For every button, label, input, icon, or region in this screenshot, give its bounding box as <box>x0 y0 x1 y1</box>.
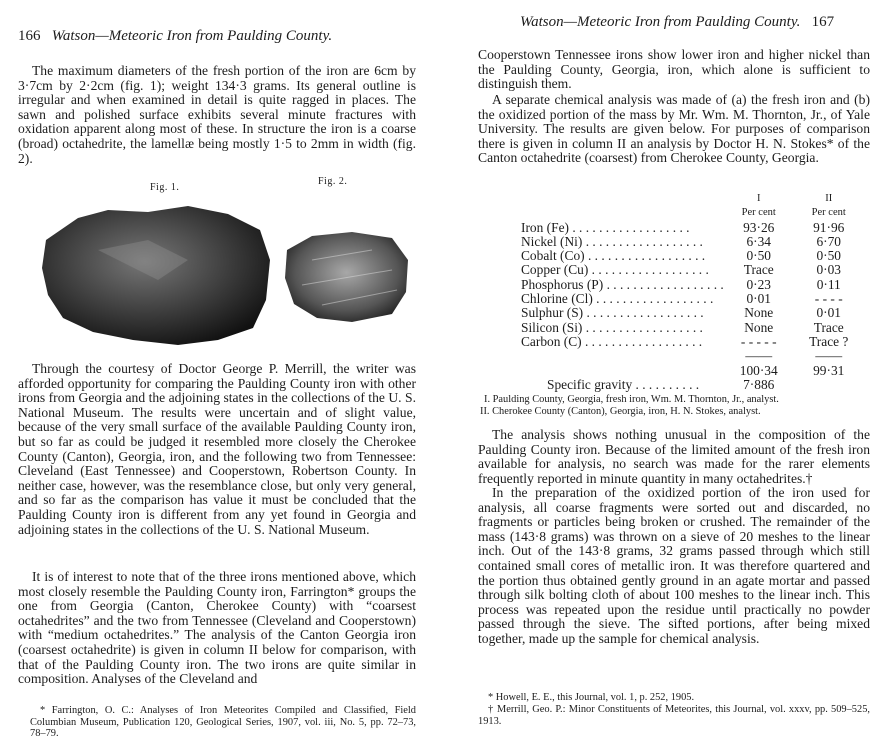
paragraph: In the preparation of the oxidized portion of the iron used for analysis, all coarse fragments were sorted out and discarded, no fragments or particles being broken or crushed. The remainder of the mass (143·8 grams) was thrown on a sieve of 20 meshes to the linear inch. Out of the 143·8 grams, 32 grams passed through which still contained small cores of metallic iron. It was therefore quartered and the portion thus obtained gently ground in an agate mortar and passed through silk bolting cloth of about 100 meshes to the linear inch. This process was repeated upon the residue until practically no powder passed through the sieve. The sifted portions, after being mixed together, made up the sample for chemical analysis. <box>478 485 870 646</box>
element-name: Chlorine (Cl) . . . . . . . . . . . . . . . . . . <box>521 292 714 307</box>
element-name: Iron (Fe) . . . . . . . . . . . . . . . . . . <box>521 220 690 235</box>
right-running-head <box>520 14 834 31</box>
specific-gravity-value: 7·886 <box>743 376 775 392</box>
table-note: I. Paulding County, Georgia, fresh iron, Wm. M. Thornton, Jr., analyst. <box>484 394 779 405</box>
table-header-row <box>521 192 864 206</box>
element-name: Copper (Cu) . . . . . . . . . . . . . . . . . . <box>521 263 709 278</box>
left-running-head <box>18 28 332 45</box>
element-name: Nickel (Ni) . . . . . . . . . . . . . . . . . . <box>521 234 703 249</box>
table-note: II. Cherokee County (Canton), Georgia, iron, H. N. Stokes, analyst. <box>480 406 761 417</box>
paragraph: A separate chemical analysis was made of (a) the fresh iron and (b) the oxidized portion of the mass by Mr. Wm. M. Thornton, Jr., of Yale University. The results are given below. For purposes of comparison there is given in column II an analysis by Doctor H. N. Stokes* of the Canton octahedrite (coarsest) from Cherokee County, Georgia. <box>478 92 870 166</box>
table-row <box>521 221 864 235</box>
analysis-table <box>521 192 864 392</box>
footnote: † Merrill, Geo. P.: Minor Constituents of Meteorites, this Journal, vol. xxxv, pp. 509–525, 1913. <box>478 704 870 727</box>
running-head-title: Watson—Meteoric Iron from Paulding County. <box>51 28 333 44</box>
element-name: Phosphorus (P) . . . . . . . . . . . . . . . . . . <box>521 277 724 292</box>
unit-label: Per cent <box>811 207 846 219</box>
table-row <box>521 306 864 320</box>
total-i: 100·34 <box>739 362 778 378</box>
value-ii: 0·11 <box>816 276 841 292</box>
specific-gravity-label: Specific gravity . . . . . . . . . . <box>547 376 700 392</box>
column-header: II <box>825 193 833 204</box>
value-ii: Trace <box>813 319 844 335</box>
specific-gravity-row <box>521 378 864 392</box>
value-i: 0·50 <box>746 248 771 264</box>
table-row <box>521 321 864 335</box>
figure-caption: Fig. 2. <box>318 176 348 187</box>
table-row <box>521 263 864 277</box>
value-i: None <box>744 305 774 321</box>
column-header: I <box>756 193 761 204</box>
table-row <box>521 235 864 249</box>
value-i: None <box>744 319 774 335</box>
element-name: Silicon (Si) . . . . . . . . . . . . . . . . . . <box>521 320 703 335</box>
unit-label: Per cent <box>741 207 776 219</box>
value-i: 0·01 <box>746 291 771 307</box>
table-row <box>521 292 864 306</box>
paragraph: It is of interest to note that of the three irons mentioned above, which most closely resemble the Paulding County iron, Farrington* groups the one from Georgia (Canton, Cherokee County) with “coarsest octahedrites” and the two from Tennessee (Cleveland and Cooperstown) with “medium octahedrites.” The analysis of the Canton Georgia iron (coarsest octahedrite) is given in column II below for comparison, with that of the Paulding County iron. The two irons are quite similar in composition. Analyses of the Cleveland and <box>18 569 416 687</box>
table-row <box>521 249 864 263</box>
footnote: * Howell, E. E., this Journal, vol. 1, p. 252, 1905. <box>488 692 695 703</box>
meteorite-photo-fig2 <box>282 230 412 325</box>
table-row <box>521 335 864 349</box>
value-ii: 6·70 <box>816 233 841 249</box>
table-row <box>521 278 864 292</box>
footnote: * Farrington, O. C.: Analyses of Iron Meteorites Compiled and Classified, Field Columbian Museum, Publication 120, Geological Series, 1907, vol. iii, No. 5, pp. 72–73, 78–79. <box>30 705 416 739</box>
value-ii: 0·50 <box>816 248 841 264</box>
paragraph: The maximum diameters of the fresh portion of the iron are 6cm by 3·7cm by 2·2cm (fig. 1); weight 134·3 grams. Its general outline is irregular and when examined in detail is quite ragged in places. The sawn and polished surface exhibits several minute fractures with oxidation apparent along most of these. In structure the iron is a coarse (broad) octahedrite, the lamellæ being mostly 1·5 to 2mm in width (fig. 2). <box>18 63 416 166</box>
total-row <box>521 364 864 378</box>
rule-row: —— —— <box>745 348 843 364</box>
value-i: 6·34 <box>746 233 771 249</box>
element-name: Sulphur (S) . . . . . . . . . . . . . . . . . . <box>521 306 704 321</box>
page-number: 167 <box>811 14 835 30</box>
value-ii: 0·01 <box>816 305 841 321</box>
value-i: Trace <box>743 262 774 278</box>
paragraph: Through the courtesy of Doctor George P. Merrill, the writer was afforded opportunity for comparing the Paulding County iron with other irons from Georgia and the adjoining states in the collections of the U. S. National Museum. The results were uncertain and of slight value, because of the very small surface of the available Paulding County iron, but so far as could be judged it resembled more closely the Cherokee County (Canton), Georgia, iron, and the following two from Tennessee: Cleveland (East Tennessee) and Cooperstown, Robertson County. In neither case, however, was the resemblance close, but only very general, and so far as the comparison has value it must be concluded that the Paulding County iron is different from any yet found in Georgia and adjoining states in the collections of the U. S. National Museum. <box>18 361 416 537</box>
element-name: Carbon (C) . . . . . . . . . . . . . . . . . . <box>521 334 703 349</box>
element-name: Cobalt (Co) . . . . . . . . . . . . . . . . . . <box>521 249 706 264</box>
value-ii: - - - - <box>814 291 843 307</box>
total-ii: 99·31 <box>813 362 845 378</box>
value-i: 0·23 <box>746 276 771 292</box>
meteorite-photo-fig1 <box>38 200 278 350</box>
figure-caption: Fig. 1. <box>150 182 180 193</box>
value-i: - - - - - <box>740 333 777 349</box>
running-head-title: Watson—Meteoric Iron from Paulding County. <box>520 14 801 30</box>
page-number: 166 <box>18 28 41 44</box>
value-ii: 0·03 <box>816 262 841 278</box>
value-ii: Trace ? <box>809 333 849 349</box>
paragraph: The analysis shows nothing unusual in the composition of the Paulding County iron. Because of the limited amount of the fresh iron available for analysis, no search was made for the rarer elements frequently reported in minute quantity in many octahedrites.† <box>478 427 870 486</box>
paragraph: Cooperstown Tennessee irons show lower iron and higher nickel than the Paulding County, Georgia, iron, which alone is sufficient to distinguish them. <box>478 47 870 92</box>
value-i: 93·26 <box>743 219 775 235</box>
value-ii: 91·96 <box>813 219 845 235</box>
table-units-row <box>521 206 864 220</box>
